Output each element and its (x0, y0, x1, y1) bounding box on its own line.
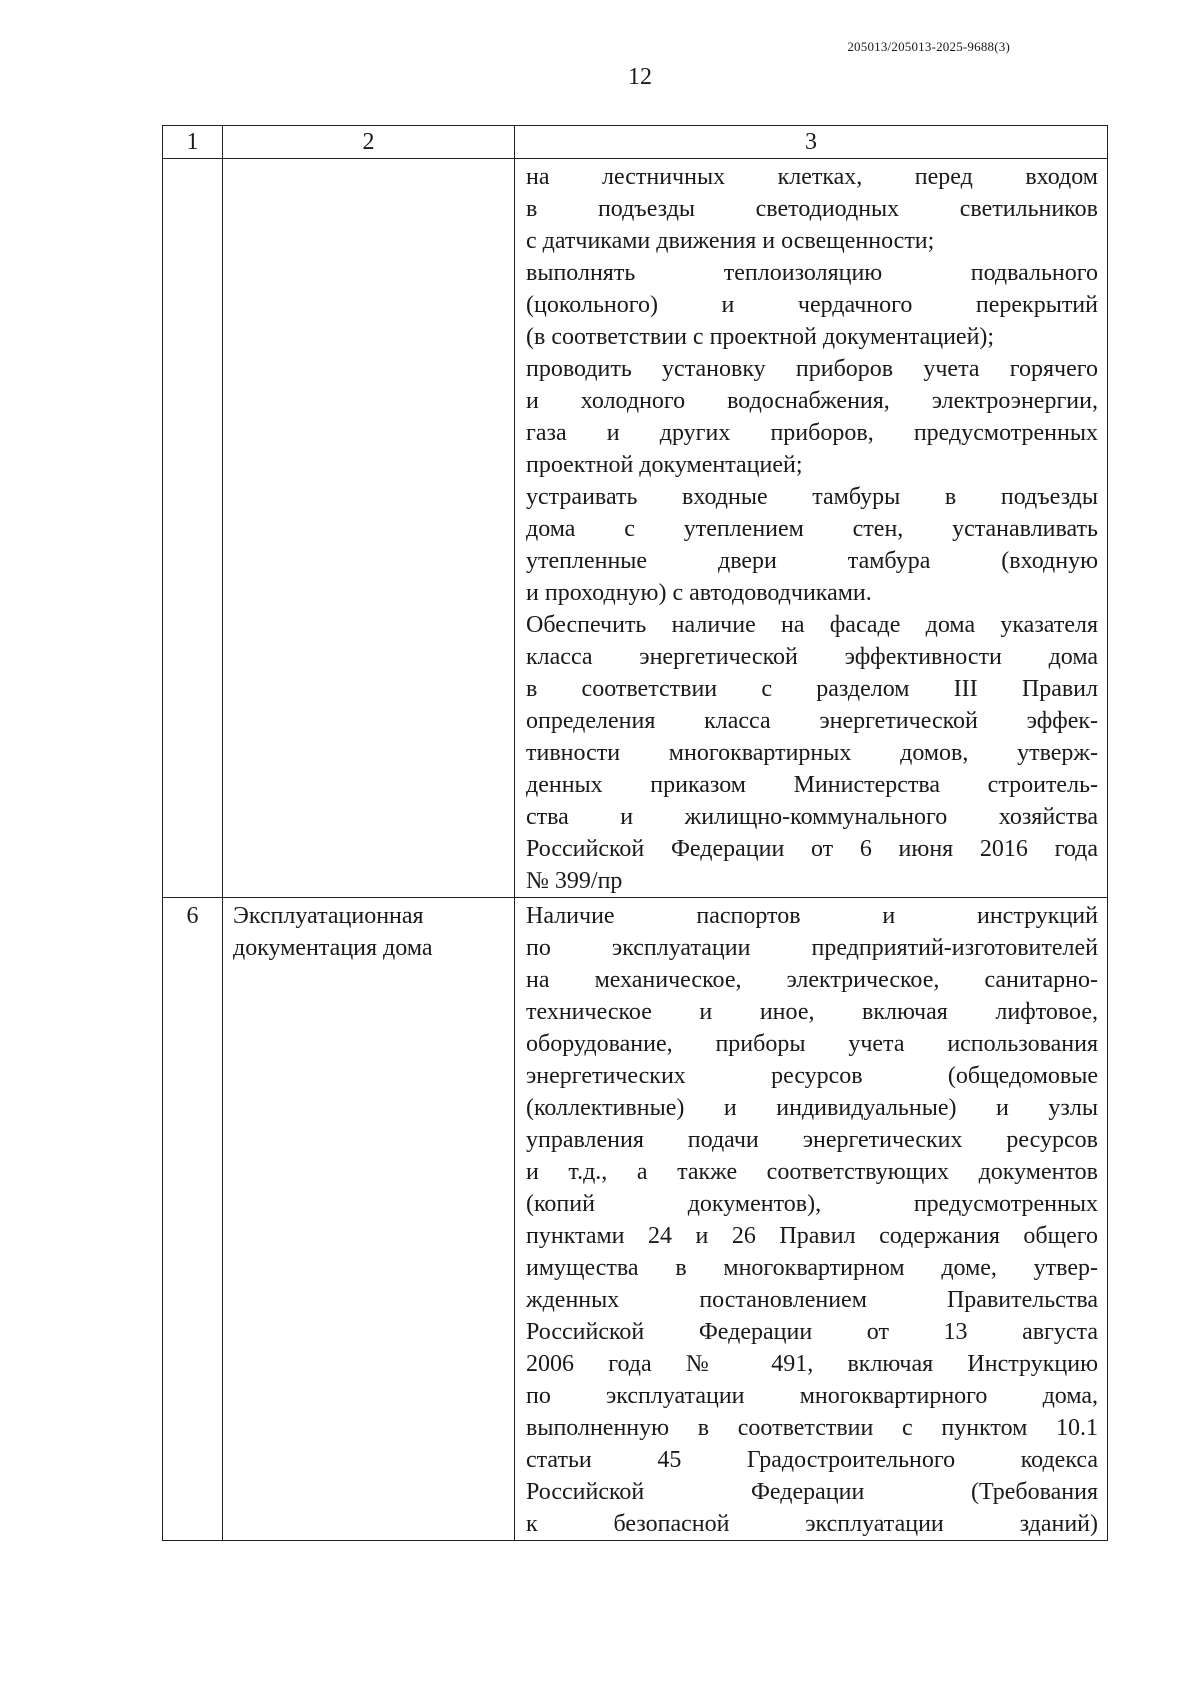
text-line: Российской Федерации (Требования (526, 1479, 1098, 1505)
text-line: и т.д., а также соответствующих документов (526, 1159, 1098, 1185)
text-line: Обеспечить наличие на фасаде дома указателя (526, 612, 1098, 638)
text-line: Российской Федерации от 6 июня 2016 года (526, 836, 1098, 862)
text-line: в соответствии с разделом III Правил (526, 676, 1098, 702)
text-line: управления подачи энергетических ресурсов (526, 1127, 1098, 1153)
row-requirements-cell (515, 898, 1108, 1541)
text-line: и холодного водоснабжения, электроэнергии, (526, 388, 1098, 414)
text-line: по эксплуатации многоквартирного дома, (526, 1383, 1098, 1409)
table-row (163, 159, 1108, 898)
text-line: проводить установку приборов учета горячего (526, 356, 1098, 382)
column-header-2: 2 (223, 126, 515, 159)
text-line: (копий документов), предусмотренных (526, 1191, 1098, 1217)
requirements-table (162, 125, 1108, 1541)
text-line: пунктами 24 и 26 Правил содержания общего (526, 1223, 1098, 1249)
table-header-row (163, 126, 1108, 159)
row-requirements-cell (515, 159, 1108, 898)
text-line: № 399/пр (526, 868, 623, 894)
text-line: выполненную в соответствии с пунктом 10.1 (526, 1415, 1098, 1441)
text-line: на лестничных клетках, перед входом (526, 164, 1098, 190)
text-line: устраивать входные тамбуры в подъезды (526, 484, 1098, 510)
text-line: дома с утеплением стен, устанавливать (526, 516, 1098, 542)
text-line: с датчиками движения и освещенности; (526, 228, 935, 254)
text-line: (в соответствии с проектной документацией); (526, 324, 995, 350)
text-line: энергетических ресурсов (общедомовые (526, 1063, 1098, 1089)
text-line: Наличие паспортов и инструкций (526, 903, 1098, 929)
text-line: газа и других приборов, предусмотренных (526, 420, 1098, 446)
text-line: тивности многоквартирных домов, утверж- (526, 740, 1098, 766)
row-number-cell (163, 159, 223, 898)
document-registration-number: 205013/205013-2025-9688(3) (847, 39, 1010, 54)
text-line: Российской Федерации от 13 августа (526, 1319, 1098, 1345)
text-line: техническое и иное, включая лифтовое, (526, 999, 1098, 1025)
text-line: утепленные двери тамбура (входную (526, 548, 1098, 574)
text-line: имущества в многоквартирном доме, утвер- (526, 1255, 1098, 1281)
page-number: 12 (628, 64, 652, 90)
table-row (163, 898, 1108, 1541)
row-name-cell (223, 159, 515, 898)
text-line: на механическое, электрическое, санитарно- (526, 967, 1098, 993)
text-line: определения класса энергетической эффек- (526, 708, 1098, 734)
text-line: 2006 года № 491, включая Инструкцию (526, 1351, 1098, 1377)
text-line: по эксплуатации предприятий-изготовителей (526, 935, 1098, 961)
text-line: оборудование, приборы учета использования (526, 1031, 1098, 1057)
text-line: и проходную) с автодоводчиками. (526, 580, 872, 606)
text-line: жденных постановлением Правительства (526, 1287, 1098, 1313)
text-line: к безопасной эксплуатации зданий) (526, 1511, 1098, 1537)
text-line: статьи 45 Градостроительного кодекса (526, 1447, 1098, 1473)
text-line: ства и жилищно-коммунального хозяйства (526, 804, 1098, 830)
column-header-1: 1 (163, 126, 223, 159)
row-name-cell: Эксплуатационная документация дома (223, 898, 515, 1541)
row-number-cell: 6 (163, 898, 223, 1541)
text-line: выполнять теплоизоляцию подвального (526, 260, 1098, 286)
text-line: класса энергетической эффективности дома (526, 644, 1098, 670)
text-line: (цокольного) и чердачного перекрытий (526, 292, 1098, 318)
text-line: (коллективные) и индивидуальные) и узлы (526, 1095, 1098, 1121)
text-line: в подъезды светодиодных светильников (526, 196, 1098, 222)
text-line: проектной документацией; (526, 452, 803, 478)
column-header-3: 3 (515, 126, 1108, 159)
text-line: денных приказом Министерства строитель- (526, 772, 1098, 798)
